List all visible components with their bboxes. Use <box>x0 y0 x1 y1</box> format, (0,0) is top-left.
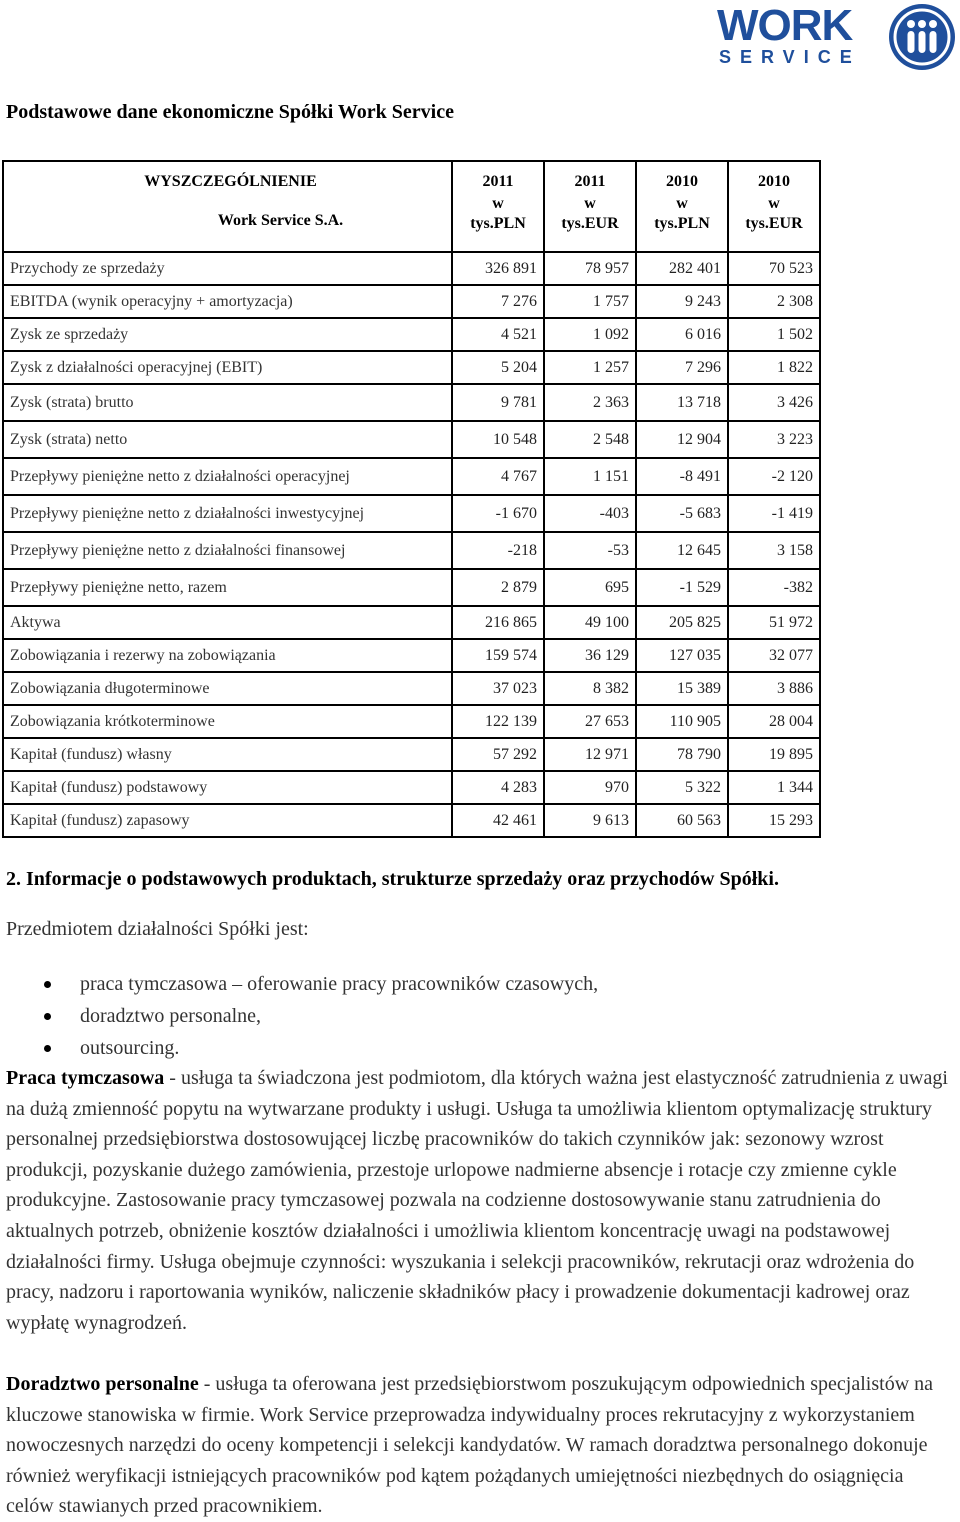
row-value: 2 879 <box>452 569 544 606</box>
row-value: 78 790 <box>636 738 728 771</box>
header-col <box>544 161 636 252</box>
row-label: Kapitał (fundusz) zapasowy <box>3 804 452 837</box>
header-col <box>636 161 728 252</box>
header-col <box>728 161 820 252</box>
intro-text: Przedmiotem działalności Spółki jest: <box>6 918 309 940</box>
row-value: 27 653 <box>544 705 636 738</box>
row-value: 1 502 <box>728 318 820 351</box>
row-value: -1 419 <box>728 495 820 532</box>
row-value: 1 151 <box>544 458 636 495</box>
row-value: 3 158 <box>728 532 820 569</box>
bullet-icon <box>44 1045 51 1052</box>
row-label: EBITDA (wynik operacyjny + amortyzacja) <box>3 285 452 318</box>
row-label: Zysk (strata) netto <box>3 421 452 458</box>
row-label: Kapitał (fundusz) własny <box>3 738 452 771</box>
row-value: 2 548 <box>544 421 636 458</box>
row-value: 216 865 <box>452 606 544 639</box>
row-value: -218 <box>452 532 544 569</box>
row-value: 12 971 <box>544 738 636 771</box>
row-value: -1 529 <box>636 569 728 606</box>
row-value: -1 670 <box>452 495 544 532</box>
paragraph-personnel-consulting <box>6 1369 956 1522</box>
row-value: 28 004 <box>728 705 820 738</box>
row-value: 3 886 <box>728 672 820 705</box>
row-value: 9 613 <box>544 804 636 837</box>
list-item-text: outsourcing. <box>80 1037 180 1059</box>
row-value: 326 891 <box>452 252 544 285</box>
row-value: 13 718 <box>636 384 728 421</box>
row-value: 7 276 <box>452 285 544 318</box>
row-value: 1 257 <box>544 351 636 384</box>
table-row <box>3 606 820 639</box>
row-value: 4 767 <box>452 458 544 495</box>
row-value: 10 548 <box>452 421 544 458</box>
header-unit: w <box>768 195 780 212</box>
list-item <box>0 968 598 1000</box>
row-value: 12 904 <box>636 421 728 458</box>
row-value: 695 <box>544 569 636 606</box>
paragraph-temporary-work <box>6 1063 956 1338</box>
row-value: 78 957 <box>544 252 636 285</box>
row-value: -5 683 <box>636 495 728 532</box>
header-unit: tys.PLN <box>470 215 526 232</box>
list-item <box>0 1032 598 1064</box>
table-row <box>3 458 820 495</box>
header-unit: w <box>676 195 688 212</box>
row-value: 6 016 <box>636 318 728 351</box>
list-item-text: doradztwo personalne, <box>80 1005 262 1027</box>
row-value: 3 426 <box>728 384 820 421</box>
table-row <box>3 804 820 837</box>
table-row <box>3 672 820 705</box>
header-year: 2011 <box>574 173 606 190</box>
row-label: Zysk z działalności operacyjnej (EBIT) <box>3 351 452 384</box>
row-value: 282 401 <box>636 252 728 285</box>
row-value: 5 204 <box>452 351 544 384</box>
row-value: 51 972 <box>728 606 820 639</box>
row-value: 8 382 <box>544 672 636 705</box>
table-row <box>3 384 820 421</box>
row-value: 4 283 <box>452 771 544 804</box>
row-value: -403 <box>544 495 636 532</box>
row-label: Przepływy pieniężne netto z działalności operacyjnej <box>3 458 452 495</box>
header-unit: tys.EUR <box>561 215 619 232</box>
row-value: 5 322 <box>636 771 728 804</box>
row-value: 2 308 <box>728 285 820 318</box>
table-row <box>3 285 820 318</box>
row-value: -8 491 <box>636 458 728 495</box>
financial-data-table <box>2 160 821 838</box>
table-row <box>3 738 820 771</box>
row-value: 9 243 <box>636 285 728 318</box>
row-value: 7 296 <box>636 351 728 384</box>
table-row <box>3 351 820 384</box>
row-value: 15 293 <box>728 804 820 837</box>
work-service-logo <box>715 2 960 76</box>
row-value: 32 077 <box>728 639 820 672</box>
row-value: 127 035 <box>636 639 728 672</box>
row-value: 970 <box>544 771 636 804</box>
header-year: 2011 <box>482 173 514 190</box>
row-value: 205 825 <box>636 606 728 639</box>
list-item-text: praca tymczasowa – oferowanie pracy pracowników czasowych, <box>80 973 599 995</box>
header-unit: tys.EUR <box>745 215 803 232</box>
bullet-icon <box>44 1013 51 1020</box>
row-value: 12 645 <box>636 532 728 569</box>
row-label: Przychody ze sprzedaży <box>3 252 452 285</box>
row-label: Aktywa <box>3 606 452 639</box>
row-label: Zysk ze sprzedaży <box>3 318 452 351</box>
header-label-cell <box>3 161 452 252</box>
table-header-row <box>3 161 820 252</box>
header-unit: w <box>584 195 596 212</box>
header-subtitle: Work Service S.A. <box>217 212 344 229</box>
row-value: 110 905 <box>636 705 728 738</box>
section-heading: 2. Informacje o podstawowych produktach, strukturze sprzedaży oraz przychodów Spółki. <box>6 868 779 890</box>
header-year: 2010 <box>758 173 790 190</box>
logo-word-service: SERVICE <box>719 47 861 67</box>
list-item <box>0 1000 598 1032</box>
row-label: Kapitał (fundusz) podstawowy <box>3 771 452 804</box>
row-label: Przepływy pieniężne netto, razem <box>3 569 452 606</box>
row-value: 2 363 <box>544 384 636 421</box>
header-year: 2010 <box>666 173 698 190</box>
table-row <box>3 318 820 351</box>
row-value: 1 822 <box>728 351 820 384</box>
table-row <box>3 569 820 606</box>
logo-word-work: WORK <box>717 1 853 50</box>
row-value: 3 223 <box>728 421 820 458</box>
logo-mark-icon <box>887 2 957 72</box>
row-label: Przepływy pieniężne netto z działalności inwestycyjnej <box>3 495 452 532</box>
row-value: 9 781 <box>452 384 544 421</box>
bullet-icon <box>44 981 51 988</box>
table-row <box>3 252 820 285</box>
services-list <box>0 968 598 1064</box>
paragraph-text: - usługa ta oferowana jest przedsiębiorstwom poszukującym odpowiednich specjalistów na kluczowe stanowiska w firmie. Work Service przeprowadza indywidualny proces rekrutacyjny z wykorzystaniem nowoczesnych narzędzi do oceny kompetencji i selekcji kandydatów. W ramach doradztwa personalnego dokonuje również weryfikacji istniejących pracowników pod kątem pożądanych umiejętności niezbędnych do osiągnięcia celów stawianych przed pracownikiem. <box>6 1373 934 1518</box>
row-value: -2 120 <box>728 458 820 495</box>
row-value: 37 023 <box>452 672 544 705</box>
row-label: Zobowiązania długoterminowe <box>3 672 452 705</box>
table-row <box>3 421 820 458</box>
row-value: 42 461 <box>452 804 544 837</box>
header-unit: tys.PLN <box>654 215 710 232</box>
row-value: 60 563 <box>636 804 728 837</box>
row-value: 70 523 <box>728 252 820 285</box>
row-value: 1 344 <box>728 771 820 804</box>
paragraph-lead: Praca tymczasowa <box>6 1067 165 1089</box>
header-col <box>452 161 544 252</box>
header-title: WYSZCZEGÓLNIENIE <box>144 173 317 190</box>
row-value: 122 139 <box>452 705 544 738</box>
table-row <box>3 495 820 532</box>
table-row <box>3 532 820 569</box>
row-value: 1 092 <box>544 318 636 351</box>
row-value: 159 574 <box>452 639 544 672</box>
row-value: 36 129 <box>544 639 636 672</box>
row-value: 1 757 <box>544 285 636 318</box>
header-unit: w <box>492 195 504 212</box>
row-value: 15 389 <box>636 672 728 705</box>
table-row <box>3 771 820 804</box>
row-value: 57 292 <box>452 738 544 771</box>
row-value: -382 <box>728 569 820 606</box>
row-value: -53 <box>544 532 636 569</box>
table-row <box>3 639 820 672</box>
row-value: 49 100 <box>544 606 636 639</box>
row-label: Zysk (strata) brutto <box>3 384 452 421</box>
row-value: 19 895 <box>728 738 820 771</box>
row-label: Zobowiązania i rezerwy na zobowiązania <box>3 639 452 672</box>
row-label: Przepływy pieniężne netto z działalności finansowej <box>3 532 452 569</box>
paragraph-text: - usługa ta świadczona jest podmiotom, dla których ważna jest elastyczność zatrudnienia z uwagi na dużą zmienność popytu na wytwarzane produkty i usługi. Usługa ta umożliwia klientom optymalizację struktury personalnej przedsiębiorstwa dostosowującej liczbę pracowników do takich czynników jak: sezonowy wzrost produkcji, pozyskanie dużego zamówienia, przestoje urlopowe nadmierne absencje i rotacje czy zmienne cykle produkcyjne. Zastosowanie pracy tymczasowej pozwala na codzienne dostosowywanie stanu zatrudnienia do aktualnych potrzeb, obniżenie kosztów działalności i umożliwia klientom koncentrację uwagi na podstawowej działalności firmy. Usługa obejmuje czynności: wyszukania i selekcji pracowników, rekrutacji oraz wdrożenia do pracy, nadzoru i raportowania wyników, naliczenie składników płacy i prowadzenie dokumentacji kadrowej oraz wypłatę wynagrodzeń. <box>6 1067 948 1334</box>
row-value: 4 521 <box>452 318 544 351</box>
paragraph-lead: Doradztwo personalne <box>6 1373 199 1395</box>
row-label: Zobowiązania krótkoterminowe <box>3 705 452 738</box>
page-title: Podstawowe dane ekonomiczne Spółki Work Service <box>6 101 454 123</box>
table-row <box>3 705 820 738</box>
